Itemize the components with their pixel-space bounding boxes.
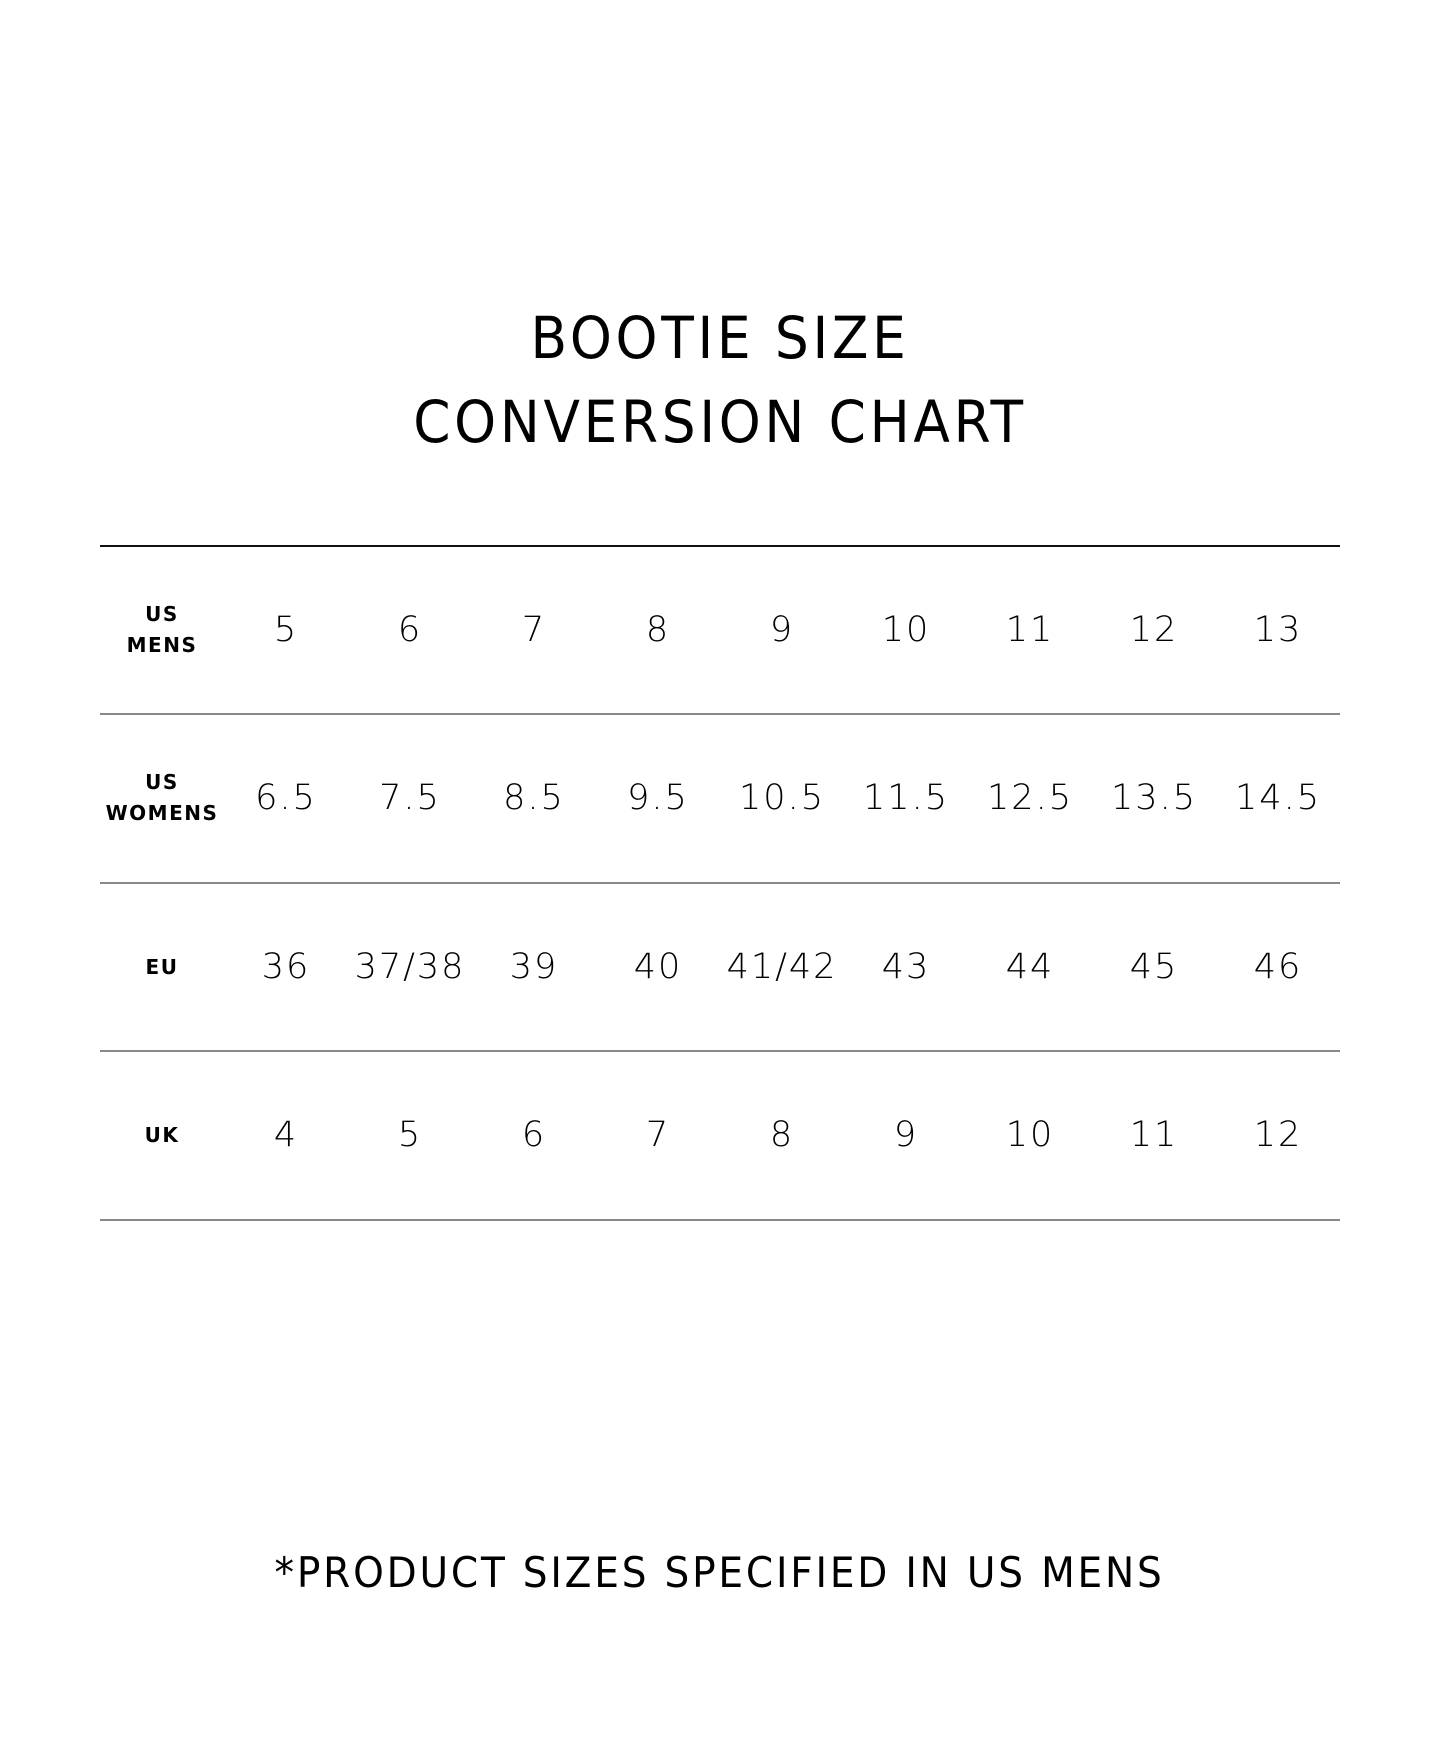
table-cell: 11.5: [863, 778, 949, 818]
table-cell: 10: [1005, 1115, 1055, 1155]
table-cell: 10.5: [739, 778, 825, 818]
table-cell: 8.5: [503, 778, 565, 818]
table-cell: 4: [273, 1115, 299, 1155]
table-cell: 41/42: [726, 947, 838, 987]
row-label-line1: EU: [145, 954, 179, 979]
table-cell: 11: [1005, 610, 1055, 650]
table-cell: 9: [769, 610, 795, 650]
table-cell: 6: [521, 1115, 547, 1155]
table-rule: [100, 1219, 1340, 1221]
table-cell: 12: [1253, 1115, 1303, 1155]
row-label-line1: US: [145, 602, 179, 626]
table-cell: 36: [261, 947, 311, 987]
table-row-us-womens: [100, 714, 1340, 882]
chart-title: [0, 296, 1440, 464]
row-label: [102, 883, 222, 1051]
table-cell: 43: [881, 947, 931, 987]
table-cell: 5: [273, 610, 299, 650]
table-cell: 13.5: [1111, 778, 1197, 818]
table-cell: 44: [1005, 947, 1055, 987]
row-label-line2: MENS: [126, 633, 198, 657]
table-row-eu: [100, 883, 1340, 1051]
table-cell: 45: [1129, 947, 1179, 987]
table-cell: 6: [397, 610, 423, 650]
footnote: [0, 1548, 1440, 1597]
table-row-uk: [100, 1051, 1340, 1219]
table-cell: 46: [1253, 947, 1303, 987]
row-label-line1: US: [145, 770, 179, 794]
row-label: [102, 1051, 222, 1219]
footnote-text: *PRODUCT SIZES SPECIFIED IN US MENS: [274, 1548, 1166, 1597]
table-cell: 8: [769, 1115, 795, 1155]
row-label: [102, 714, 222, 882]
table-cell: 5: [397, 1115, 423, 1155]
table-cell: 40: [633, 947, 683, 987]
row-label: [102, 546, 222, 714]
table-cell: 12.5: [987, 778, 1073, 818]
table-cell: 12: [1129, 610, 1179, 650]
table-cell: 9.5: [627, 778, 689, 818]
table-cell: 11: [1129, 1115, 1179, 1155]
chart-title-line2: CONVERSION CHART: [413, 388, 1027, 456]
table-cell: 7.5: [379, 778, 441, 818]
table-cell: 6.5: [255, 778, 317, 818]
row-label-line1: UK: [144, 1122, 180, 1147]
table-cell: 14.5: [1235, 778, 1321, 818]
table-row-us-mens: [100, 546, 1340, 714]
table-cell: 7: [645, 1115, 671, 1155]
chart-title-line1: BOOTIE SIZE: [530, 304, 910, 372]
table-cell: 39: [509, 947, 559, 987]
row-label-line2: WOMENS: [105, 801, 219, 825]
table-cell: 9: [893, 1115, 919, 1155]
table-cell: 10: [881, 610, 931, 650]
table-cell: 8: [645, 610, 671, 650]
table-cell: 37/38: [354, 947, 466, 987]
table-cell: 13: [1253, 610, 1303, 650]
table-cell: 7: [521, 610, 547, 650]
